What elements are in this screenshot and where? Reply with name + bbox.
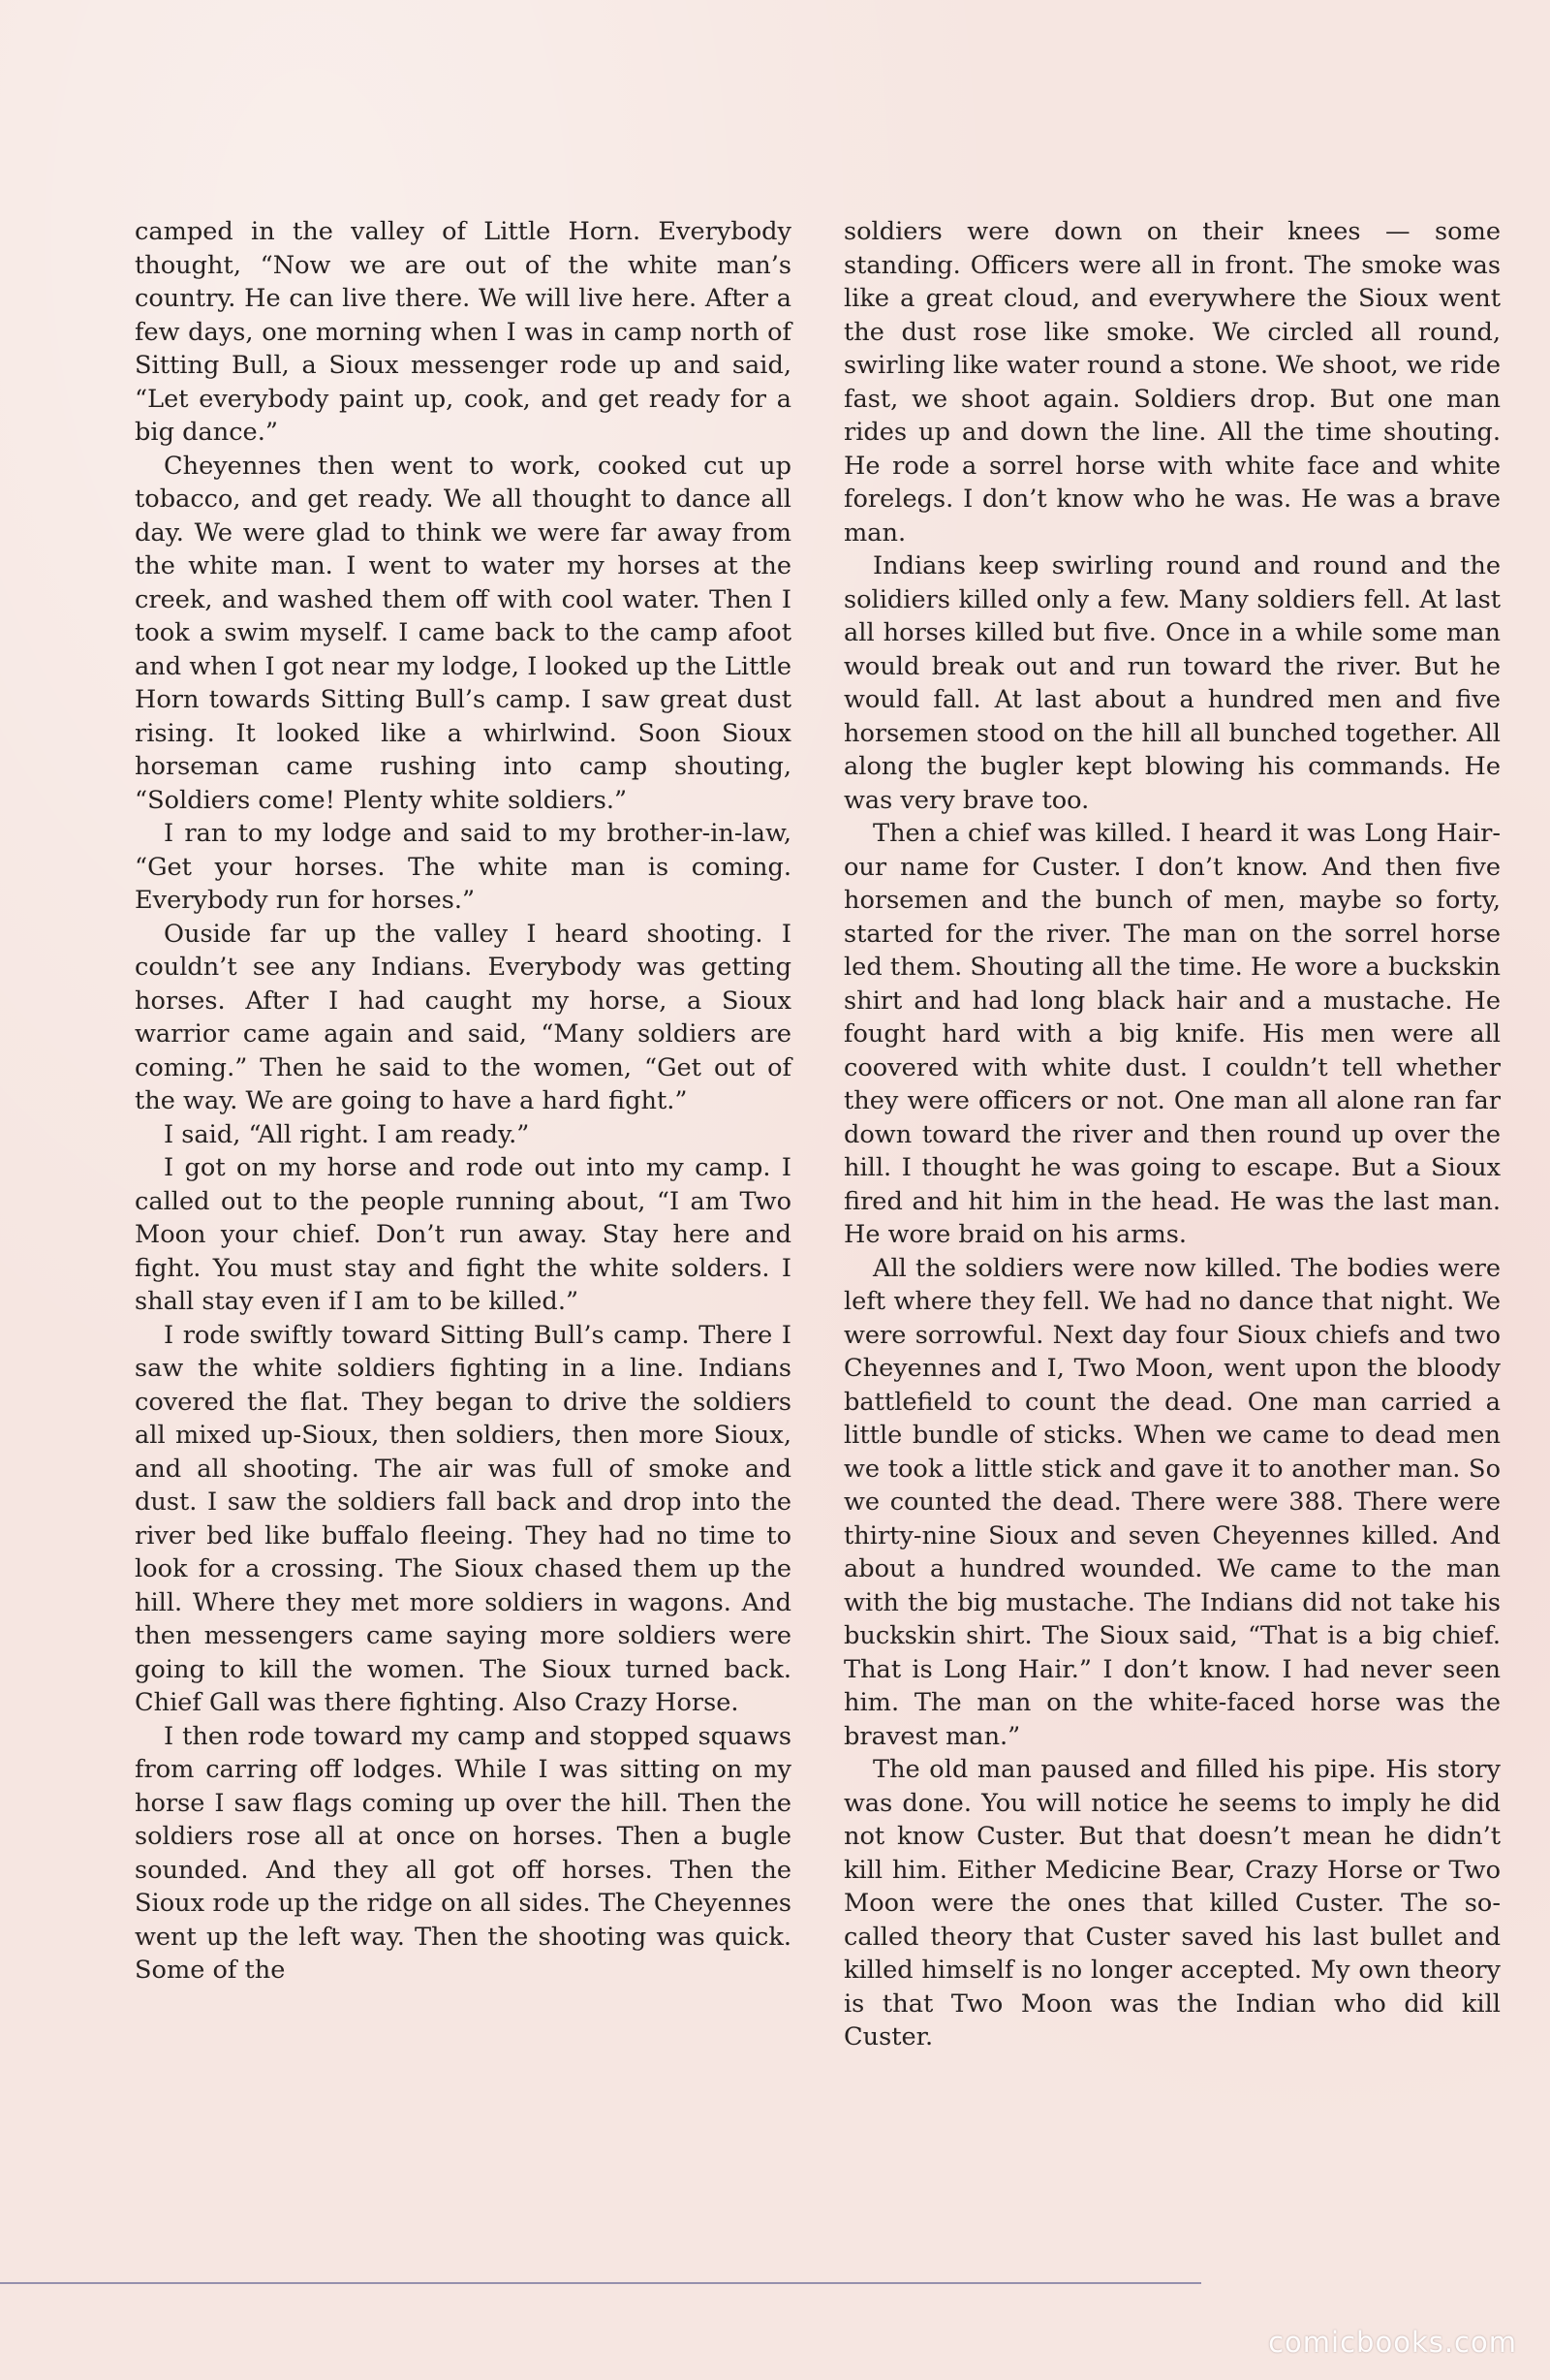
paragraph: Ouside far up the valley I heard shooting. I couldn’t see any Indians. Everybody was getting horses. After I had caught my horse, a Sioux warrior came again and said, “Many soldiers are coming.” Then he said to the women, “Get out of the way. We are going to have a hard fight.” bbox=[135, 919, 791, 1115]
paragraph: I said, “All right. I am ready.” bbox=[164, 1119, 530, 1149]
paragraph: Then a chief was killed. I heard it was Long Hair-our name for Custer. I don’t know. And then five horsemen and the bunch of men, maybe so forty, started for the river. The man on the sorrel horse led them. Shouting all the time. He wore a buckskin shirt and had long black hair and a mustache. He fought hard with a big knife. His men were all coovered with white dust. I couldn’t tell whether they were officers or not. One man all alone ran far down toward the river and then round up over the hill. I thought he was going to escape. But a Sioux fired and hit him in the head. He was the last man. He wore braid on his arms. bbox=[844, 819, 1501, 1249]
paragraph: I rode swiftly toward Sitting Bull’s camp. There I saw the white soldiers fighting in a line. Indians covered the flat. They began to drive the soldiers all mixed up-Sioux, then soldiers, then more Sioux, and all shooting. The air was full of smoke and dust. I saw the soldiers fall back and drop into the river bed like buffalo fleeing. They had no time to look for a crossing. The Sioux chased them up the hill. Where they met more soldiers in wagons. And then messengers came saying more soldiers were going to kill the women. The Sioux turned back. Chief Gall was there fighting. Also Crazy Horse. bbox=[135, 1320, 791, 1717]
paragraph: Indians keep swirling round and round and the solidiers killed only a few. Many soldiers fell. At last all horses killed but five. Once in a while some man would break out and run toward the river. But he would fall. At last about a hundred men and five horsemen stood on the hill all bunched together. All along the bugler kept blowing his commands. He was very brave too. bbox=[844, 551, 1501, 815]
paragraph: soldiers were down on their knees — some standing. Officers were all in front. The smoke was like a great cloud, and everywhere the Sioux went the dust rose like smoke. We circled all round, swirling like water round a stone. We shoot, we ride fast, we shoot again. Soldiers drop. But one man rides up and down the line. All the time shouting. He rode a sorrel horse with white face and white forelegs. I don’t know who he was. He was a brave man. bbox=[844, 217, 1501, 548]
paragraph: The old man paused and filled his pipe. His story was done. You will notice he seems to imply he did not know Custer. But that doesn’t mean he didn’t kill him. Either Medicine Bear, Crazy Horse or Two Moon were the ones that killed Custer. The so-called theory that Custer saved his last bullet and killed himself is no longer accepted. My own theory is that Two Moon was the Indian who did kill Custer. bbox=[844, 1755, 1501, 2051]
paragraph: camped in the valley of Little Horn. Everybody thought, “Now we are out of the white man’s country. He can live there. We will live here. After a few days, one morning when I was in camp north of Sitting Bull, a Sioux messenger rode up and said, “Let everybody paint up, cook, and get ready for a big dance.” bbox=[135, 217, 791, 447]
site-watermark: comicbooks.com bbox=[1268, 2326, 1517, 2359]
text-column-left bbox=[135, 215, 791, 1988]
paragraph: Cheyennes then went to work, cooked cut up tobacco, and get ready. We all thought to dance all day. We were glad to think we were far away from the white man. I went to water my horses at the creek, and washed them off with cool water. Then I took a swim myself. I came back to the camp afoot and when I got near my lodge, I looked up the Little Horn towards Sitting Bull’s camp. I saw great dust rising. It looked like a whirlwind. Soon Sioux horseman came rushing into camp shouting, “Soldiers come! Plenty white soldiers.” bbox=[135, 451, 791, 815]
paragraph: I ran to my lodge and said to my brother-in-law, “Get your horses. The white man is coming. Everybody run for horses.” bbox=[135, 819, 791, 915]
bottom-rule bbox=[0, 2282, 1201, 2284]
text-column-right bbox=[844, 215, 1501, 2054]
paragraph: All the soldiers were now killed. The bodies were left where they fell. We had no dance that night. We were sorrowful. Next day four Sioux chiefs and two Cheyennes and I, Two Moon, went upon the bloody battlefield to count the dead. One man carried a little bundle of sticks. When we came to dead men we took a little stick and gave it to another man. So we counted the dead. There were 388. There were thirty-nine Sioux and seven Cheyennes killed. And about a hundred wounded. We came to the man with the big mustache. The Indians did not take his buckskin shirt. The Sioux said, “That is a big chief. That is Long Hair.” I don’t know. I had never seen him. The man on the white-faced horse was the bravest man.” bbox=[844, 1253, 1501, 1751]
paragraph: I got on my horse and rode out into my camp. I called out to the people running about, “I am Two Moon your chief. Don’t run away. Stay here and fight. You must stay and fight the white solders. I shall stay even if I am to be killed.” bbox=[135, 1153, 791, 1316]
paragraph: I then rode toward my camp and stopped squaws from carring off lodges. While I was sitting on my horse I saw flags coming up over the hill. Then the soldiers rose all at once on horses. Then a bugle sounded. And they all got off horses. Then the Sioux rode up the ridge on all sides. The Cheyennes went up the left way. Then the shooting was quick. Some of the bbox=[135, 1721, 791, 1985]
